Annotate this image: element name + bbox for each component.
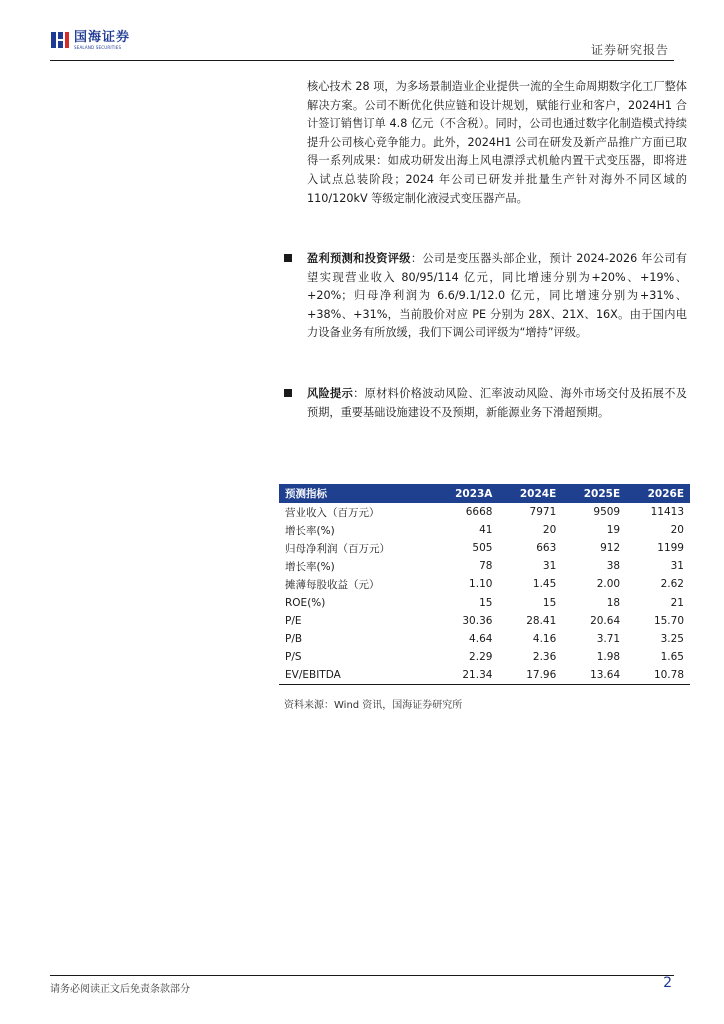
value-cell: 3.71 bbox=[596, 632, 621, 645]
value-cell: 6668 bbox=[465, 506, 493, 519]
table-row bbox=[279, 521, 690, 539]
value-cell: 78 bbox=[479, 560, 493, 573]
value-cell: 21 bbox=[670, 596, 684, 609]
value-cell: 21.34 bbox=[433, 666, 498, 685]
value-cell: 13.64 bbox=[562, 666, 626, 685]
table-row bbox=[279, 630, 690, 648]
value-cell: 41 bbox=[479, 524, 493, 537]
bullet-square-icon bbox=[284, 389, 292, 397]
value-cell: 38 bbox=[606, 560, 621, 573]
table-header-cell: 2023A bbox=[433, 484, 498, 503]
row-label-cell: 营业收入（百万元） bbox=[285, 506, 380, 519]
value-cell: 15 bbox=[479, 596, 493, 609]
row-label-cell: 增长率(%) bbox=[285, 524, 335, 537]
value-cell: 4.16 bbox=[532, 632, 557, 645]
value-cell: 31 bbox=[542, 560, 557, 573]
table-row bbox=[279, 593, 690, 611]
value-cell: 2.29 bbox=[469, 650, 493, 663]
rating-bullet-text: ：公司是变压器头部企业，预计 2024-2026 年公司有望实现营业收入 80/95/114 亿元，同比增速分别为+20%、+19%、+20%；归母净利润为 6.6/9.1/12.0 亿元，同比增速分别为+31%、+38%、+31%，当前股价对应 PE 分别为 28X、21X、16X。由于国内电力设备业务有所放缓，我们下调公司评级为“增持”评级。 bbox=[307, 252, 687, 340]
forecast-table bbox=[279, 484, 690, 685]
value-cell: 15.70 bbox=[653, 614, 684, 627]
risk-bullet-title: 风险提示 bbox=[307, 387, 354, 400]
value-cell: 2.62 bbox=[660, 578, 684, 591]
value-cell: 4.64 bbox=[469, 632, 493, 645]
business-paragraph: 核心技术 28 项，为多场景制造业企业提供一流的全生命周期数字化工厂整体解决方案。公司不断优化供应链和设计规划，赋能行业和客户，2024H1 合计签订销售订单 4.8 亿元（不含税）。同时，公司也通过数字化制造模式持续提升公司核心竞争能力。此外，2024H1 公司在研发及新产品推广方面已取得一系列成果：如成功研发出海上风电漂浮式机舱内置干式变压器，即将进入试点总装阶段；2024 年公司已研发并批量生产针对海外不同区域的 110/120kV 等级定制化液浸式变压器产品。 bbox=[307, 80, 687, 205]
table-row bbox=[279, 575, 690, 593]
value-cell: 20 bbox=[670, 524, 684, 537]
row-label-cell: ROE(%) bbox=[285, 596, 326, 609]
value-cell: 1.45 bbox=[532, 578, 557, 591]
footer-divider bbox=[50, 975, 674, 976]
rating-bullet-title: 盈利预测和投资评级 bbox=[307, 252, 411, 265]
value-cell: 9509 bbox=[593, 506, 621, 519]
value-cell: 31 bbox=[670, 560, 684, 573]
risk-bullet-text: ：原材料价格波动风险、汇率波动风险、海外市场交付及拓展不及预期，重要基础设施建设不及预期，新能源业务下滑超预期。 bbox=[307, 387, 687, 419]
table-source-note: 资料来源：Wind 资讯，国海证券研究所 bbox=[284, 700, 463, 711]
value-cell: 17.96 bbox=[498, 666, 562, 685]
risk-bullet bbox=[284, 385, 687, 422]
disclaimer-note: 请务必阅读正文后免责条款部分 bbox=[50, 984, 190, 995]
logo-mark-icon bbox=[50, 30, 70, 50]
row-label-cell: 摊薄每股收益（元） bbox=[285, 578, 380, 591]
row-label-cell: EV/EBITDA bbox=[279, 666, 433, 685]
page-number: 2 bbox=[663, 975, 672, 991]
table-row bbox=[279, 666, 690, 685]
value-cell: 28.41 bbox=[526, 614, 557, 627]
logo-name-en: SEALAND SECURITIES bbox=[74, 44, 122, 50]
table-row bbox=[279, 539, 690, 557]
logo-name-cn: 国海证券 bbox=[74, 29, 131, 45]
table-header-cell: 预测指标 bbox=[279, 484, 433, 503]
row-label-cell: P/B bbox=[285, 632, 303, 645]
value-cell: 30.36 bbox=[462, 614, 493, 627]
company-logo bbox=[50, 30, 130, 50]
table-header-cell: 2025E bbox=[562, 484, 626, 503]
value-cell: 10.78 bbox=[626, 666, 690, 685]
table-row bbox=[279, 557, 690, 575]
value-cell: 20.64 bbox=[590, 614, 621, 627]
table-row bbox=[279, 648, 690, 666]
value-cell: 1.65 bbox=[660, 650, 684, 663]
value-cell: 7971 bbox=[529, 506, 557, 519]
page-header bbox=[0, 0, 724, 62]
value-cell: 1.10 bbox=[469, 578, 493, 591]
table-header-row bbox=[279, 484, 690, 503]
table-row bbox=[279, 612, 690, 630]
row-label-cell: 归母净利润（百万元） bbox=[285, 542, 390, 555]
forecast-table-body bbox=[279, 503, 690, 684]
value-cell: 20 bbox=[542, 524, 557, 537]
value-cell: 19 bbox=[606, 524, 621, 537]
bullet-square-icon bbox=[284, 254, 292, 262]
rating-bullet bbox=[284, 250, 687, 343]
value-cell: 2.36 bbox=[532, 650, 557, 663]
table-row bbox=[279, 503, 690, 521]
row-label-cell: 增长率(%) bbox=[285, 560, 335, 573]
value-cell: 3.25 bbox=[660, 632, 684, 645]
value-cell: 2.00 bbox=[596, 578, 621, 591]
value-cell: 15 bbox=[542, 596, 557, 609]
row-label-cell: P/E bbox=[285, 614, 302, 627]
value-cell: 18 bbox=[606, 596, 621, 609]
table-header-cell: 2026E bbox=[626, 484, 690, 503]
table-header-cell: 2024E bbox=[498, 484, 562, 503]
row-label-cell: P/S bbox=[285, 650, 302, 663]
document-type-label: 证券研究报告 bbox=[590, 43, 669, 57]
value-cell: 1.98 bbox=[596, 650, 621, 663]
header-divider bbox=[50, 60, 674, 61]
value-cell: 912 bbox=[600, 542, 621, 555]
value-cell: 1199 bbox=[657, 542, 684, 555]
value-cell: 11413 bbox=[650, 506, 684, 519]
value-cell: 663 bbox=[536, 542, 557, 555]
value-cell: 505 bbox=[472, 542, 493, 555]
